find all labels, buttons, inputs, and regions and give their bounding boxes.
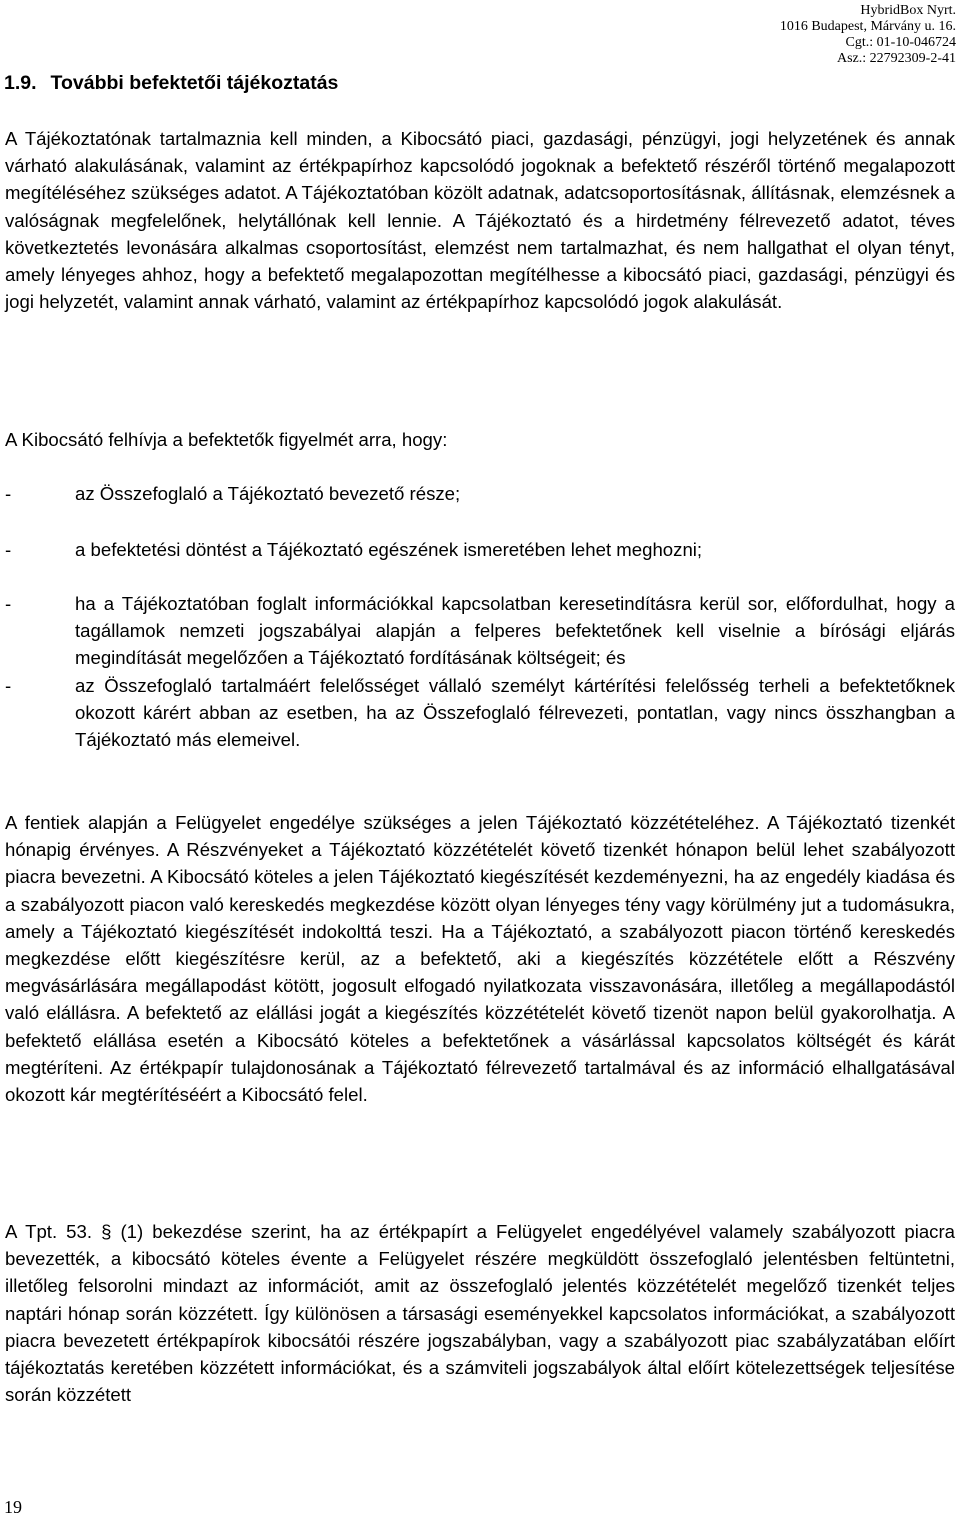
list-item-text: az Összefoglaló tartalmáért felelősséget vállaló személyt kártérítési felelősség terheli a befektetőknek okozott kárért abban az esetben, ha az Összefoglaló félrevezeti, pontatlan, vagy nincs összhangban a Tájékoztató más elemeivel. — [75, 674, 955, 751]
list-dash: - — [5, 674, 12, 696]
list-dash: - — [5, 483, 12, 504]
list-item-text: az Összefoglaló a Tájékoztató bevezető része; — [75, 483, 461, 504]
page-number: 19 — [4, 1497, 22, 1517]
paragraph-text: A Tpt. 53. § (1) bekezdése szerint, ha az értékpapírt a Felügyelet engedélyével valamely szabályozott piacra bevezették, a kibocsátó köteles évente a Felügyelet részére megküldött összefoglaló jelentésben feltüntetni, illetőleg felsorolni mindazt az információt, amit az összefoglaló jelentés közzétételét megelőző tizenkét teljes naptári hónap során közzétett. Így különösen a társasági eseményekkel kapcsolatos információkat, a szabályozott piacra bevezetett értékpapírok kibocsátói részére jogszabályban, vagy a szabályozott piac szabályzatában előírt tájékoztatás keretében közzétett információkat, és a számviteli jogszabályok által előírt kötelezettségek teljesítése során közzétett — [5, 1221, 955, 1406]
company-tax-number: Asz.: 22792309-2-41 — [837, 51, 956, 66]
list-item — [5, 480, 955, 507]
bullet-list-continued — [5, 590, 955, 753]
paragraph-issuer-notice — [5, 426, 955, 453]
paragraph-disclosure-requirements — [5, 125, 955, 315]
list-item — [5, 672, 955, 754]
list-item — [5, 590, 955, 672]
paragraph-tpt-53 — [5, 1218, 955, 1408]
paragraph-text: A Tájékoztatónak tartalmaznia kell minden, a Kibocsátó piaci, gazdasági, pénzügyi, jogi helyzetének és annak várható alakulásának, valamint az értékpapírhoz kapcsolódó jogoknak a befektető részéről történő megalapozott megítéléséhez szükséges adatot. A Tájékoztatóban közölt adatnak, adatcsoportosításnak, állításnak, elemzésnek a valóságnak megfelelőnek, helytállónak kell lennie. A Tájékoztató és a hirdetmény félrevezető adatot, téves következtetés levonására alkalmas csoportosítást, elemzést nem tartalmazhat, és nem hallgathat el olyan tényt, amely lényeges ahhoz, hogy a befektető megalapozottan megítélhesse a kibocsátó piaci, gazdasági, pénzügyi és jogi helyzetét, valamint annak várható, valamint az értékpapírhoz kapcsolódó jogok alakulását. — [5, 128, 955, 313]
list-item — [5, 536, 955, 563]
list-item-text: a befektetési döntést a Tájékoztató egészének ismeretében lehet meghozni; — [75, 539, 703, 560]
list-item-text: ha a Tájékoztatóban foglalt információkkal kapcsolatban keresetindításra kerül sor, előfordulhat, hogy a tagállamok nemzeti jogszabályai alapján a felperes befektetőnek kell viselnie a bírósági eljárás megindítását megelőzően a Tájékoztató fordításának költségeit; és — [75, 593, 955, 669]
company-header — [780, 3, 956, 67]
company-name: HybridBox Nyrt. — [860, 3, 956, 18]
company-address: 1016 Budapest, Márvány u. 16. — [779, 19, 956, 34]
paragraph-supervisory-approval — [5, 809, 955, 1108]
paragraph-text: A fentiek alapján a Felügyelet engedélye szükséges a jelen Tájékoztató közzétételéhez. A Tájékoztató tizenkét hónapig érvényes. A Részvényeket a Tájékoztató közzétételét követő tizenkét hónapon belül lehet szabályozott piacra bevezetni. A Kibocsátó köteles a jelen Tájékoztató kiegészítését kezdeményezni, ha az engedély kiadása és a szabályozott piacon való kereskedés megkezdése között olyan lényeges tény vagy körülmény jut a tudomásukra, amely a Tájékoztató kiegészítését indokolttá teszi. Ha a Tájékoztató, a szabályozott piacon történő kereskedés megkezdése előtt kiegészítésre kerül, az a befektető, aki a kiegészítés közzététele előtt a Részvény megvásárlására megállapodást kötött, jogosult elfogadó nyilatkozata visszavonására, illetőleg a megállapodástól való elállásra. A befektető az elállási jogát a kiegészítés közzétételét követő tizenöt napon belül gyakorolhatja. A befektető elállása esetén a Kibocsátó köteles a befektetőnek a vásárlással kapcsolatos költségét és kárát megtéríteni. Az értékpapír tulajdonosának a Tájékoztató félrevezető tartalmával és az információ elhallgatásával okozott kár megtérítéséért a Kibocsátó felel. — [5, 812, 955, 1106]
section-heading — [4, 72, 338, 95]
list-dash: - — [5, 593, 12, 614]
section-title: További befektetői tájékoztatás — [50, 72, 339, 94]
paragraph-text: A Kibocsátó felhívja a befektetők figyelmét arra, hogy: — [5, 429, 448, 450]
list-dash: - — [5, 539, 12, 560]
section-number: 1.9. — [4, 72, 37, 94]
company-registry-number: Cgt.: 01-10-046724 — [845, 35, 956, 50]
